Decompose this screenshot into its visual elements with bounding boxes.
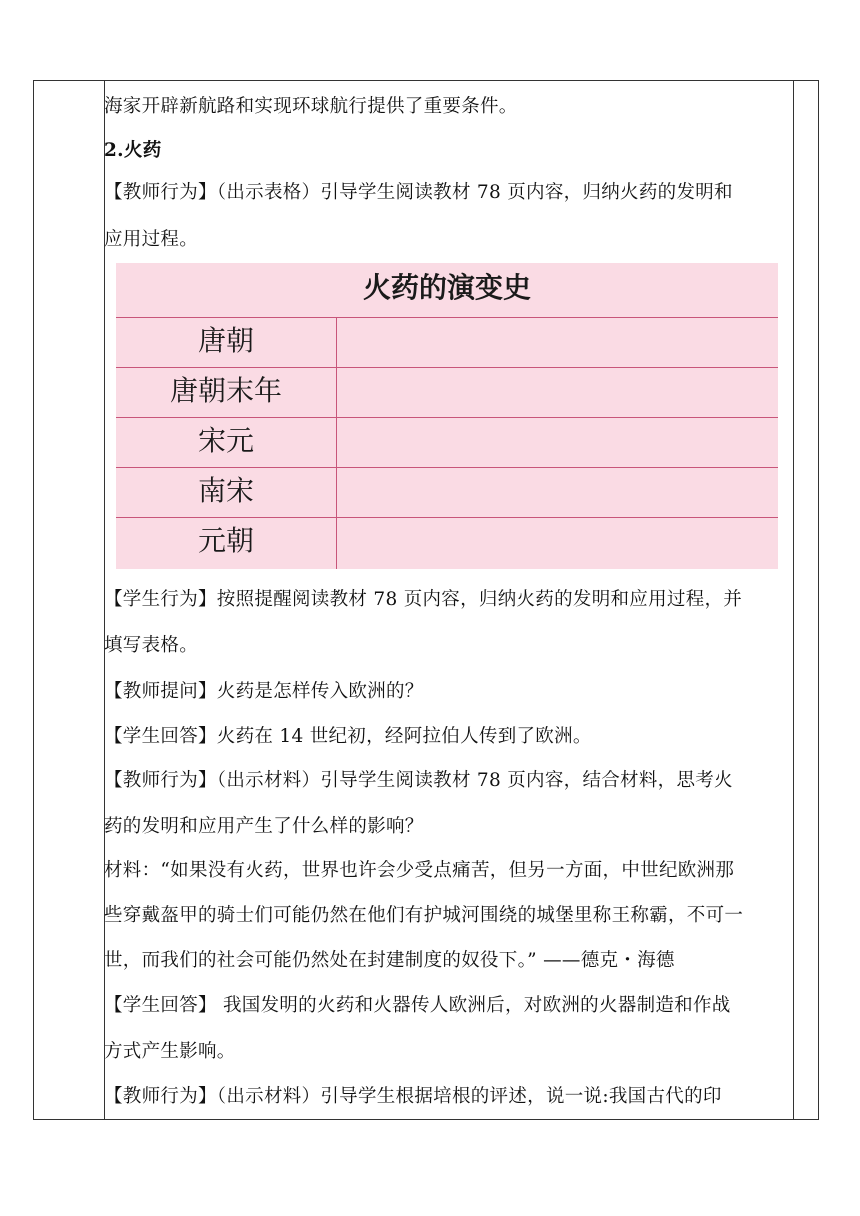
table-row <box>116 367 778 417</box>
text-line: 材料：“如果没有火药，世界也许会少受点痛苦，但另一方面，中世纪欧洲那 <box>104 860 735 881</box>
text-line: 【学生行为】按照提醒阅读教材 78 页内容，归纳火药的发明和应用过程，并 <box>104 589 743 610</box>
table-blank-cell <box>337 518 778 569</box>
table-title: 火药的演变史 <box>362 271 531 304</box>
table-row-label: 元朝 <box>116 518 337 569</box>
text-line: 【教师提问】火药是怎样传入欧洲的？ <box>104 681 424 702</box>
table-row <box>116 417 778 467</box>
text-line: 【学生回答】 我国发明的火药和火器传人欧洲后，对欧洲的火器制造和作战 <box>104 995 731 1016</box>
table-row <box>116 467 778 517</box>
text-line: 应用过程。 <box>104 229 199 250</box>
table-row-label: 唐朝末年 <box>116 368 337 417</box>
gunpowder-history-table <box>116 263 778 569</box>
section-heading: 2.火药 <box>104 140 162 161</box>
text-line: 药的发明和应用产生了什么样的影响？ <box>104 816 424 837</box>
text-line: 【教师行为】（出示表格）引导学生阅读教材 78 页内容，归纳火药的发明和 <box>104 182 733 203</box>
text-line: 【教师行为】（出示材料）引导学生阅读教材 78 页内容，结合材料，思考火 <box>104 770 733 791</box>
table-row-label: 唐朝 <box>116 318 337 367</box>
table-row <box>116 317 778 367</box>
text-line: 方式产生影响。 <box>104 1041 236 1062</box>
table-blank-cell <box>337 468 778 517</box>
text-line: 海家开辟新航路和实现环球航行提供了重要条件。 <box>104 96 518 117</box>
table-row-label: 宋元 <box>116 418 337 467</box>
table-blank-cell <box>337 368 778 417</box>
text-line: 些穿戴盔甲的骑士们可能仍然在他们有护城河围绕的城堡里称王称霸，不可一 <box>104 905 744 926</box>
column-divider-right <box>793 81 794 1119</box>
table-row <box>116 517 778 569</box>
table-blank-cell <box>337 418 778 467</box>
text-line: 【教师行为】（出示材料）引导学生根据培根的评述，说一说:我国古代的印 <box>104 1086 722 1107</box>
text-line: 【学生回答】火药在 14 世纪初，经阿拉伯人传到了欧洲。 <box>104 726 592 747</box>
text-line: 填写表格。 <box>104 635 199 656</box>
text-line: 世，而我们的社会可能仍然处在封建制度的奴役下。” ——德克・海德 <box>104 950 675 971</box>
table-blank-cell <box>337 318 778 367</box>
table-row-label: 南宋 <box>116 468 337 517</box>
